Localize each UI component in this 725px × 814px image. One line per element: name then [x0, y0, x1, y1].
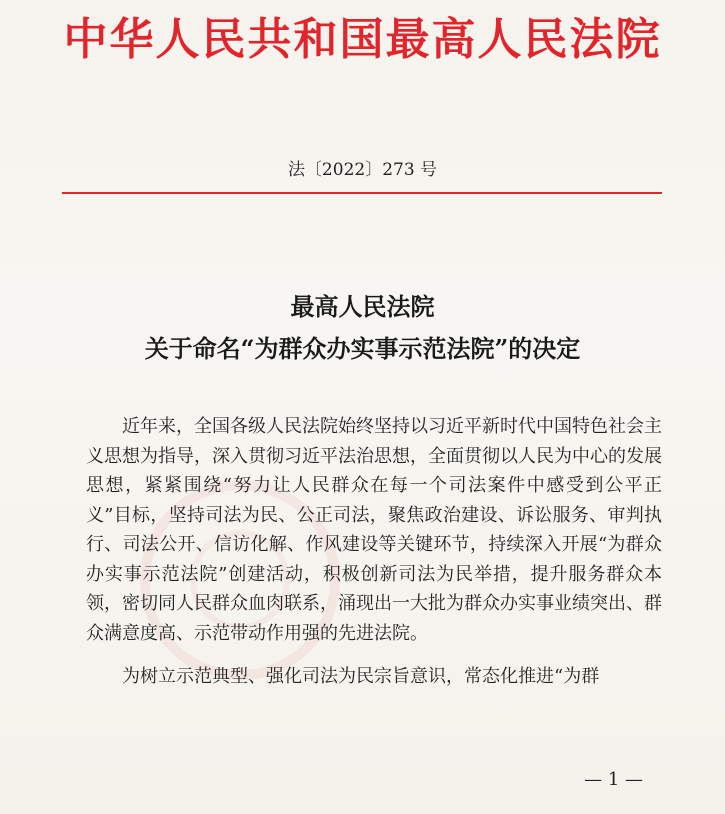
page-number: — 1 — — [584, 769, 643, 790]
decision-title: 关于命名“为群众办实事示范法院”的决定 — [144, 334, 581, 363]
document-number: 法〔2022〕273 号 — [287, 160, 438, 180]
letterhead-title: 中华人民共和国最高人民法院 — [63, 14, 662, 65]
body-text — [86, 412, 662, 692]
red-divider-line — [62, 192, 662, 194]
body-paragraph-1: 近年来，全国各级人民法院始终坚持以习近平新时代中国特色社会主义思想为指导，深入贯彻习近平法治思想，全面贯彻以人民为中心的发展思想，紧紧围绕“努力让人民群众在每一个司法案件中感受到公平正义”目标，坚持司法为民、公正司法，聚焦政治建设、诉讼服务、审判执行、司法公开、信访化解、作风建设等关键环节，持续深入开展“为群众办实事示范法院”创建活动，积极创新司法为民举措，提升服务群众本领，密切同人民群众血肉联系，涌现出一大批为群众办实事业绩突出、群众满意度高、示范带动作用强的先进法院。 — [86, 416, 662, 644]
body-paragraph-2: 为树立示范典型、强化司法为民宗旨意识，常态化推进“为群 — [122, 666, 600, 687]
decision-organization: 最高人民法院 — [290, 292, 435, 321]
